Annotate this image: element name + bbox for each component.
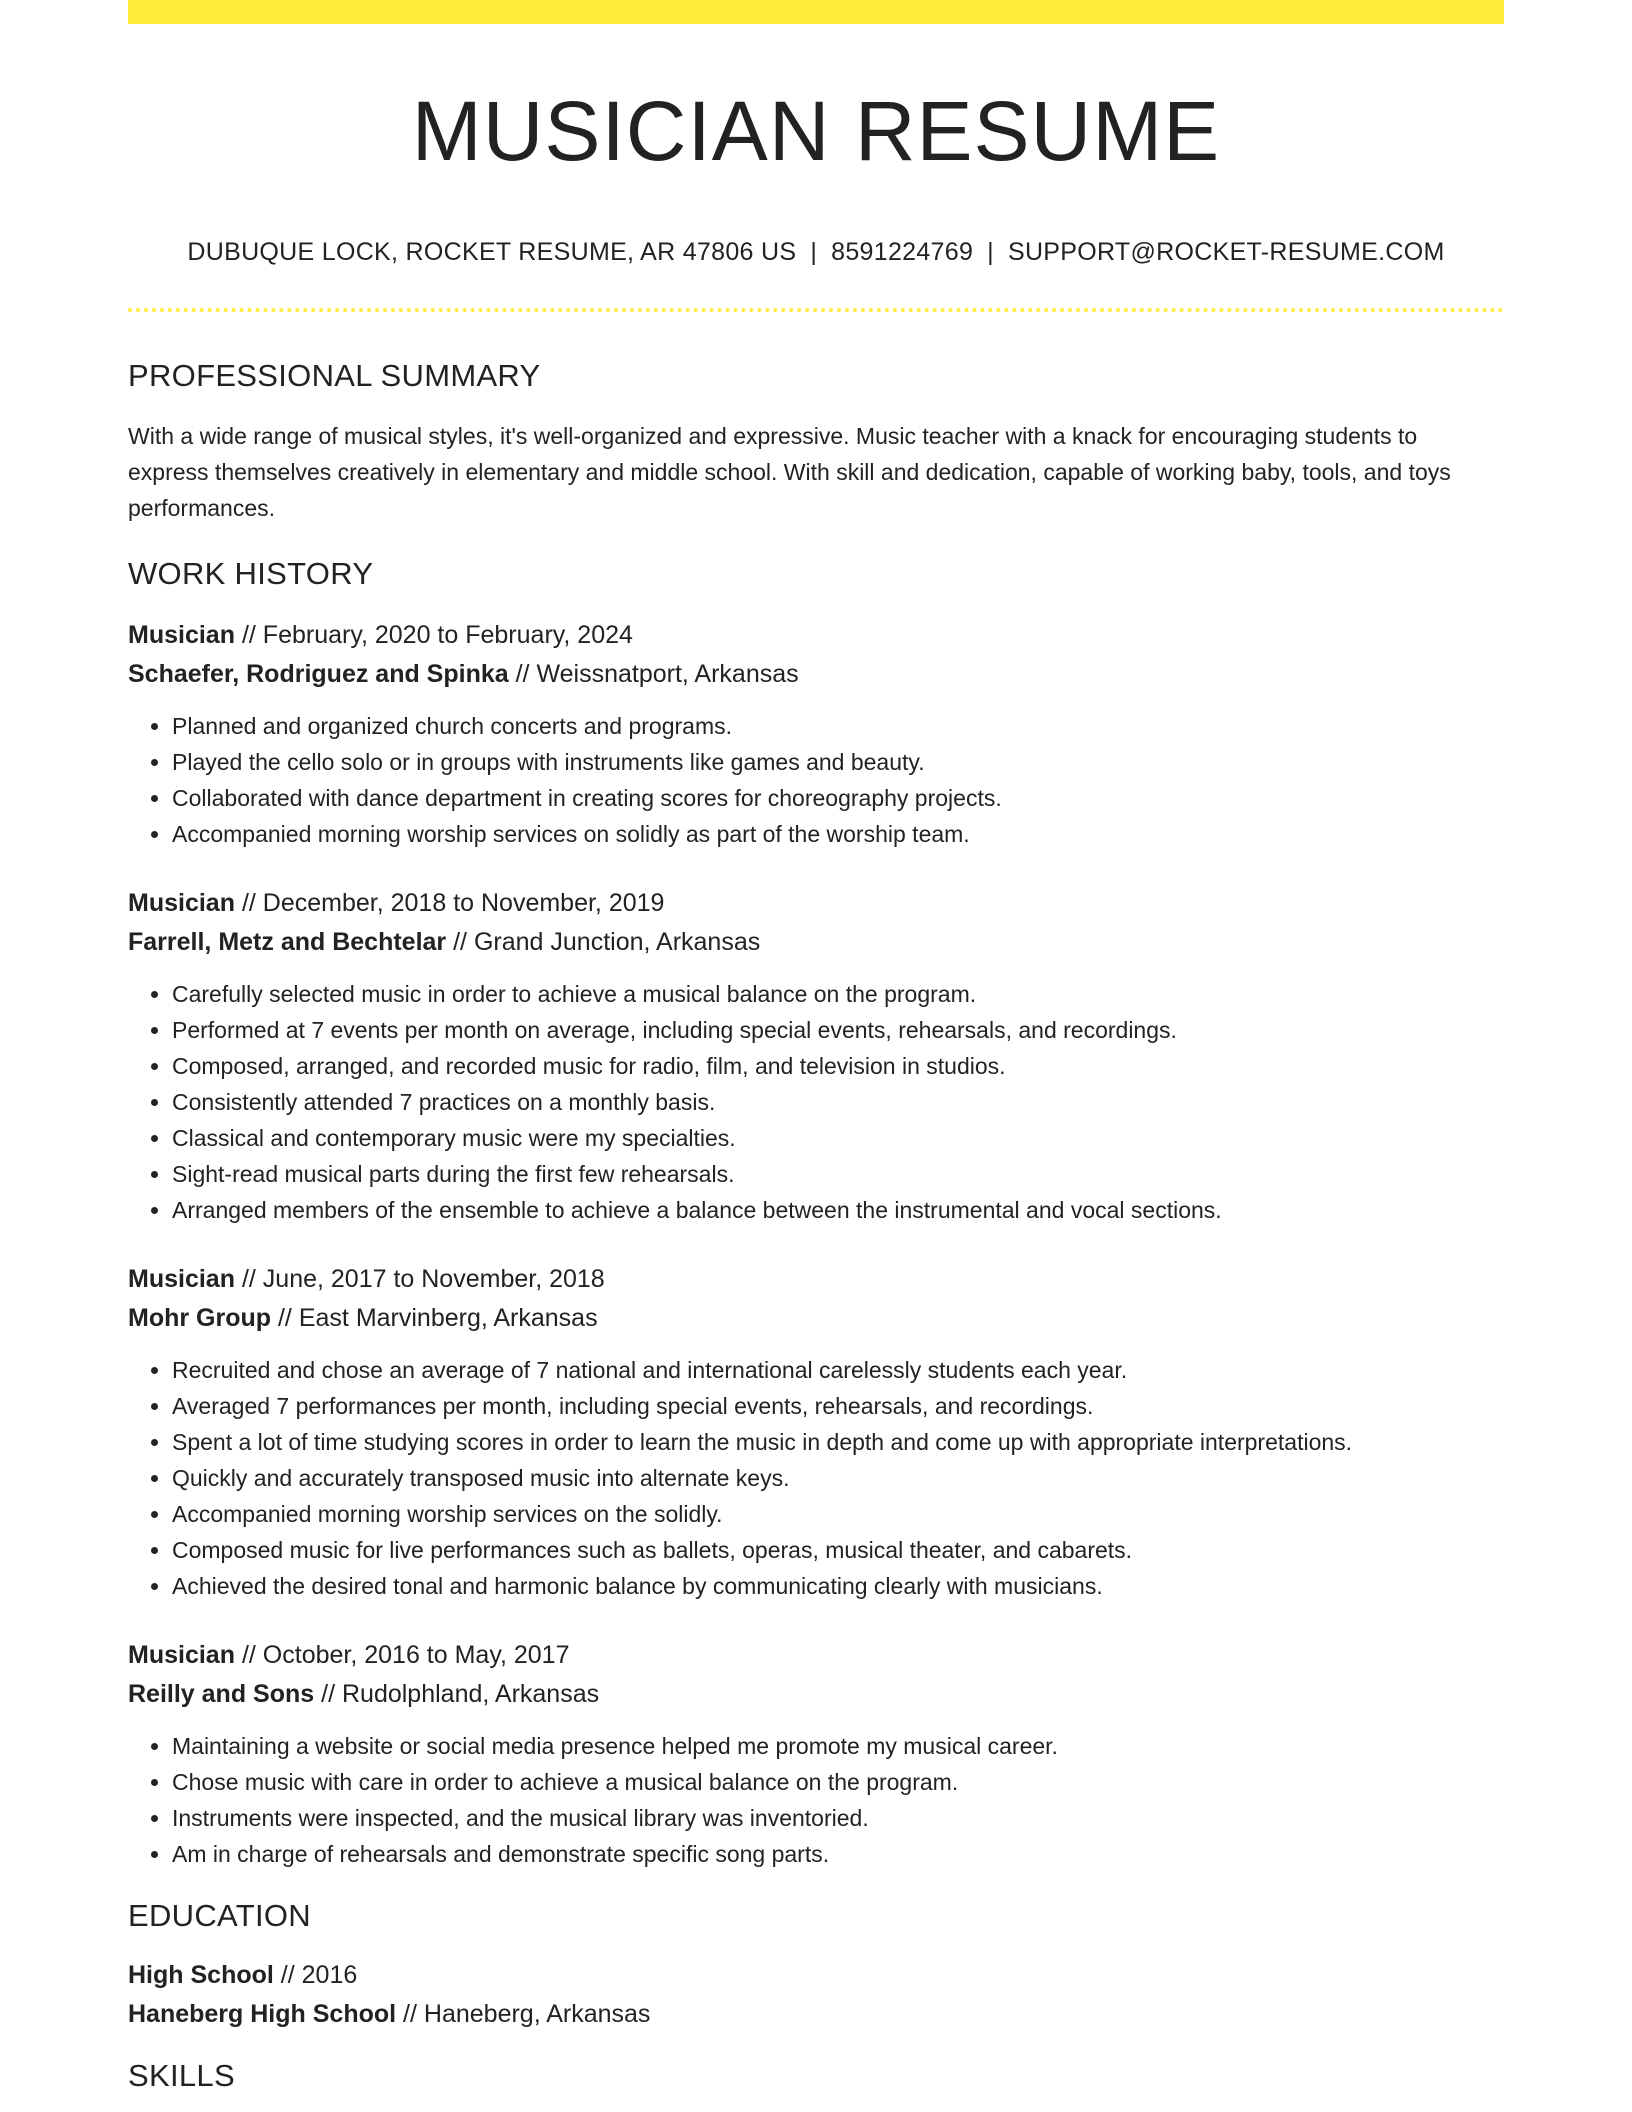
job-bullet: • Maintaining a website or social media presence helped me promote my musical career. bbox=[172, 1728, 1504, 1764]
job-role: Musician bbox=[128, 889, 235, 917]
line-divider: // bbox=[453, 928, 468, 956]
line-divider: // bbox=[280, 1961, 295, 1989]
job-dates: December, 2018 to November, 2019 bbox=[262, 889, 665, 917]
job-entry bbox=[128, 884, 1504, 1228]
job-bullet: • Quickly and accurately transposed music into alternate keys. bbox=[172, 1460, 1504, 1496]
job-role-line bbox=[128, 884, 1504, 923]
contact-email: SUPPORT@ROCKET-RESUME.COM bbox=[1007, 238, 1445, 266]
job-bullet: • Am in charge of rehearsals and demonstrate specific song parts. bbox=[172, 1836, 1504, 1872]
contact-line bbox=[128, 236, 1504, 268]
job-bullet: • Sight-read musical parts during the first few rehearsals. bbox=[172, 1156, 1504, 1192]
job-location: Rudolphland, Arkansas bbox=[341, 1680, 600, 1708]
job-company: Schaefer, Rodriguez and Spinka bbox=[128, 660, 509, 688]
job-role-line bbox=[128, 1260, 1504, 1299]
job-dates: October, 2016 to May, 2017 bbox=[262, 1641, 570, 1669]
job-role: Musician bbox=[128, 621, 235, 649]
work-history-heading: WORK HISTORY bbox=[128, 556, 374, 591]
summary-text: With a wide range of musical styles, it's well-organized and expressive. Music teacher with a knack for encouraging students to express themselves creatively in elementary and middle school. With skill and dedication, capable of working baby, tools, and toys performances. bbox=[128, 423, 1451, 521]
job-bullet: • Composed music for live performances such as ballets, operas, musical theater, and cabarets. bbox=[172, 1532, 1504, 1568]
line-divider: // bbox=[241, 1641, 256, 1669]
education-degree: High School bbox=[128, 1961, 274, 1989]
job-bullet: • Spent a lot of time studying scores in order to learn the music in depth and come up with appropriate interpretations. bbox=[172, 1424, 1504, 1460]
summary-heading: PROFESSIONAL SUMMARY bbox=[128, 358, 541, 393]
job-company-line bbox=[128, 1675, 1504, 1714]
job-bullet-list bbox=[128, 1728, 1504, 1872]
job-entry bbox=[128, 1260, 1504, 1604]
education-degree-line bbox=[128, 1956, 1504, 1995]
education-heading: EDUCATION bbox=[128, 1898, 311, 1933]
line-divider: // bbox=[277, 1304, 292, 1332]
contact-separator: | bbox=[810, 238, 818, 266]
job-bullet: • Planned and organized church concerts and programs. bbox=[172, 708, 1504, 744]
job-bullet: • Collaborated with dance department in creating scores for choreography projects. bbox=[172, 780, 1504, 816]
education-year: 2016 bbox=[301, 1961, 358, 1989]
education-school: Haneberg High School bbox=[128, 2000, 397, 2028]
job-bullet: • Averaged 7 performances per month, including special events, rehearsals, and recordings. bbox=[172, 1388, 1504, 1424]
line-divider: // bbox=[241, 621, 256, 649]
job-location: East Marvinberg, Arkansas bbox=[298, 1304, 598, 1332]
job-location: Weissnatport, Arkansas bbox=[536, 660, 799, 688]
job-role-line bbox=[128, 1636, 1504, 1675]
job-company-line bbox=[128, 923, 1504, 962]
dotted-divider bbox=[128, 308, 1504, 312]
job-role: Musician bbox=[128, 1641, 235, 1669]
job-entry bbox=[128, 616, 1504, 852]
job-dates: February, 2020 to February, 2024 bbox=[262, 621, 633, 649]
job-bullet: • Classical and contemporary music were my specialties. bbox=[172, 1120, 1504, 1156]
job-bullet: • Achieved the desired tonal and harmonic balance by communicating clearly with musicians. bbox=[172, 1568, 1504, 1604]
job-list bbox=[128, 616, 1504, 1872]
job-bullet-list bbox=[128, 708, 1504, 852]
line-divider: // bbox=[321, 1680, 336, 1708]
contact-phone: 8591224769 bbox=[831, 238, 974, 266]
job-company-line bbox=[128, 1299, 1504, 1338]
job-company: Reilly and Sons bbox=[128, 1680, 315, 1708]
job-role-line bbox=[128, 616, 1504, 655]
top-accent-bar bbox=[128, 0, 1504, 24]
line-divider: // bbox=[241, 889, 256, 917]
job-bullet: • Arranged members of the ensemble to achieve a balance between the instrumental and vocal sections. bbox=[172, 1192, 1504, 1228]
job-dates: June, 2017 to November, 2018 bbox=[262, 1265, 605, 1293]
job-role: Musician bbox=[128, 1265, 235, 1293]
job-bullet: • Instruments were inspected, and the musical library was inventoried. bbox=[172, 1800, 1504, 1836]
education-location: Haneberg, Arkansas bbox=[423, 2000, 651, 2028]
job-bullet: • Recruited and chose an average of 7 national and international carelessly students each year. bbox=[172, 1352, 1504, 1388]
contact-address: DUBUQUE LOCK, ROCKET RESUME, AR 47806 US bbox=[187, 238, 797, 266]
job-bullet: • Accompanied morning worship services on the solidly. bbox=[172, 1496, 1504, 1532]
job-bullet: • Chose music with care in order to achieve a musical balance on the program. bbox=[172, 1764, 1504, 1800]
resume-title: MUSICIAN RESUME bbox=[411, 84, 1221, 178]
job-bullet-list bbox=[128, 1352, 1504, 1604]
job-bullet-list bbox=[128, 976, 1504, 1228]
job-bullet: • Played the cello solo or in groups with instruments like games and beauty. bbox=[172, 744, 1504, 780]
line-divider: // bbox=[241, 1265, 256, 1293]
job-bullet: • Accompanied morning worship services on solidly as part of the worship team. bbox=[172, 816, 1504, 852]
resume-page bbox=[128, 0, 1504, 2094]
job-company-line bbox=[128, 655, 1504, 694]
skills-heading: SKILLS bbox=[128, 2058, 235, 2093]
job-company: Farrell, Metz and Bechtelar bbox=[128, 928, 447, 956]
line-divider: // bbox=[403, 2000, 417, 2028]
job-bullet: • Consistently attended 7 practices on a monthly basis. bbox=[172, 1084, 1504, 1120]
contact-separator: | bbox=[987, 238, 994, 266]
job-bullet: • Performed at 7 events per month on average, including special events, rehearsals, and recordings. bbox=[172, 1012, 1504, 1048]
line-divider: // bbox=[515, 660, 530, 688]
job-location: Grand Junction, Arkansas bbox=[473, 928, 761, 956]
job-bullet: • Carefully selected music in order to achieve a musical balance on the program. bbox=[172, 976, 1504, 1012]
job-company: Mohr Group bbox=[128, 1304, 272, 1332]
education-school-line bbox=[128, 1995, 1504, 2034]
job-bullet: • Composed, arranged, and recorded music for radio, film, and television in studios. bbox=[172, 1048, 1504, 1084]
education-entry bbox=[128, 1956, 1504, 2034]
job-entry bbox=[128, 1636, 1504, 1872]
